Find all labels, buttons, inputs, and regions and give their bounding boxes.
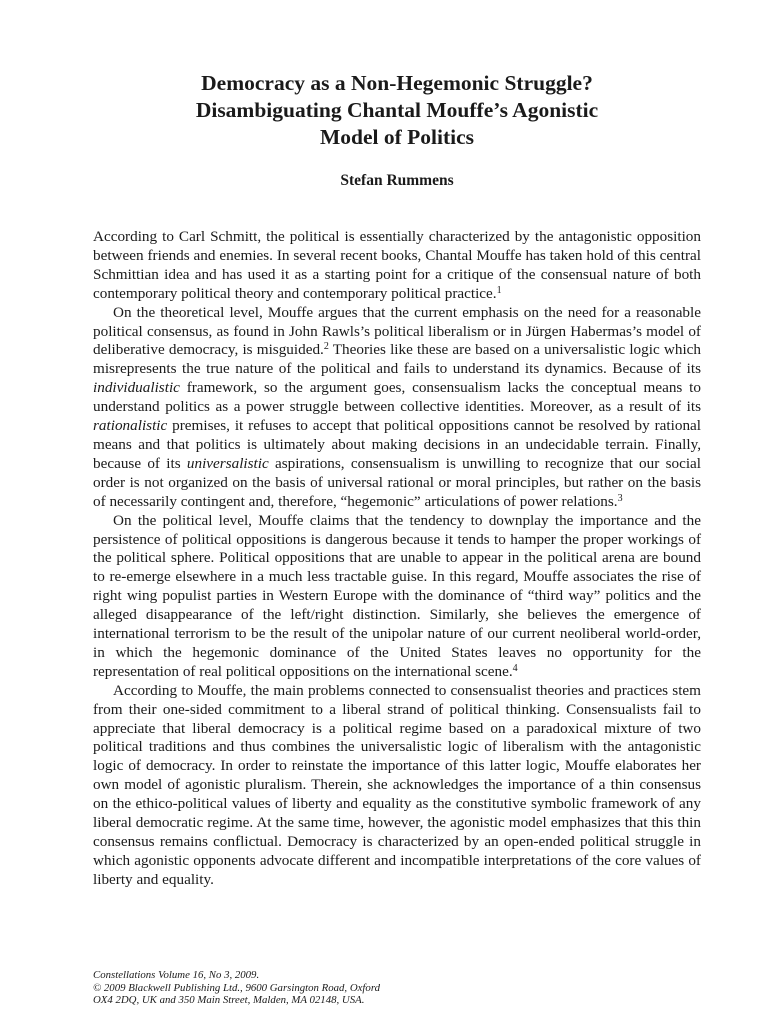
article-body: [93, 228, 701, 890]
footnote-marker: 4: [512, 662, 518, 674]
journal-footer: [93, 969, 701, 1007]
article-title-line: Model of Politics: [319, 125, 475, 149]
emphasis-text: universalistic: [186, 454, 269, 472]
text-run: According to Mouffe, the main problems connected to consensualist theories and practices stem from their one-sided commitment to a liberal strand of political thinking. Consensualists fail to appreciate that liberal democracy is a political regime based on a paradoxical mixture of two political traditions and thus combines the universalistic logic of liberalism with the antagonistic logic of democracy. In order to reinstate the importance of this latter logic, Mouffe elaborates her own model of agonistic pluralism. Therein, she acknowledges the importance of a thin consensus on the ethico-political values of liberty and equality as the constitutive symbolic framework of any liberal democratic regime. At the same time, however, the agonistic model emphasizes that this thin consensus remains conflictual. Democracy is characterized by an open-ended political struggle in which agonistic opponents advocate different and incompatible interpretations of the core values of liberty and equality.: [93, 681, 701, 888]
text-run: premises, it refuses to accept that political oppositions cannot be resolved by rational means and that politics is ultimately about making decisions in an undecidable terrain. Finally, because of its: [93, 417, 701, 472]
text-run: Theories like these are based on a universalistic logic which misrepresents the true nature of the political and fails to understand its dynamics. Because of its: [93, 341, 702, 378]
text-run: On the political level, Mouffe claims that the tendency to downplay the importance and the persistence of political oppositions is dangerous because it tends to hamper the proper workings of the political sphere. Political oppositions that are unable to appear in the political arena are bound to re-emerge elsewhere in a much less tractable guise. In this regard, Mouffe associates the rise of right wing populist parties in Western Europe with the dominance of “third way” politics and the alleged disappearance of the left/right distinction. Similarly, she believes the emergence of international terrorism to be the result of the unipolar nature of our current neoliberal world-order, in which the hegemonic dominance of the United States leaves no opportunity for the representation of real political oppositions on the international scene.: [93, 511, 701, 680]
article-page: [93, 70, 701, 890]
article-title-line: Democracy as a Non-Hegemonic Struggle?: [201, 71, 593, 95]
footer-address-line: OX4 2DQ, UK and 350 Main Street, Malden, MA 02148, USA.: [93, 994, 365, 1007]
text-run: According to Carl Schmitt, the political is essentially characterized by the antagonistic opposition between friends and enemies. In several recent books, Chantal Mouffe has taken hold of this central Schmittian idea and has used it as a starting point for a critique of the consensual nature of both contemporary political theory and contemporary political practice.: [93, 228, 701, 302]
footer-journal-line: Constellations Volume 16, No 3, 2009.: [93, 969, 260, 981]
text-run: framework, so the argument goes, consensualism lacks the conceptual means to understand politics as a power struggle between collective identities. Moreover, as a result of its: [93, 379, 701, 416]
text-run: On the theoretical level, Mouffe argues that the current emphasis on the need for a reasonable political consensus, as found in John Rawls’s political liberalism or in Jürgen Habermas’s model of deliberative democracy, is misguided.: [93, 303, 701, 359]
emphasis-text: rationalistic: [93, 417, 168, 435]
article-title-line: Disambiguating Chantal Mouffe’s Agonistic: [195, 98, 599, 122]
emphasis-text: individualistic: [93, 379, 180, 397]
footnote-marker: 2: [323, 341, 329, 353]
article-title: [93, 70, 701, 151]
body-paragraph: [93, 304, 701, 512]
text-run: aspirations, consensualism is unwilling to recognize that our social order is not organized on the basis of universal rational or moral principles, but rather on the basis of necessarily contingent and, therefore, “hegemonic” articulations of power relations.: [93, 454, 702, 510]
footer-copyright-line: © 2009 Blackwell Publishing Ltd., 9600 Garsington Road, Oxford: [93, 981, 381, 994]
footnote-marker: 3: [617, 492, 623, 504]
footnote-marker: 1: [496, 284, 502, 296]
body-paragraph: [93, 682, 701, 890]
article-author: Stefan Rummens: [340, 172, 454, 189]
body-paragraph: [93, 228, 701, 304]
body-paragraph: [93, 512, 701, 682]
